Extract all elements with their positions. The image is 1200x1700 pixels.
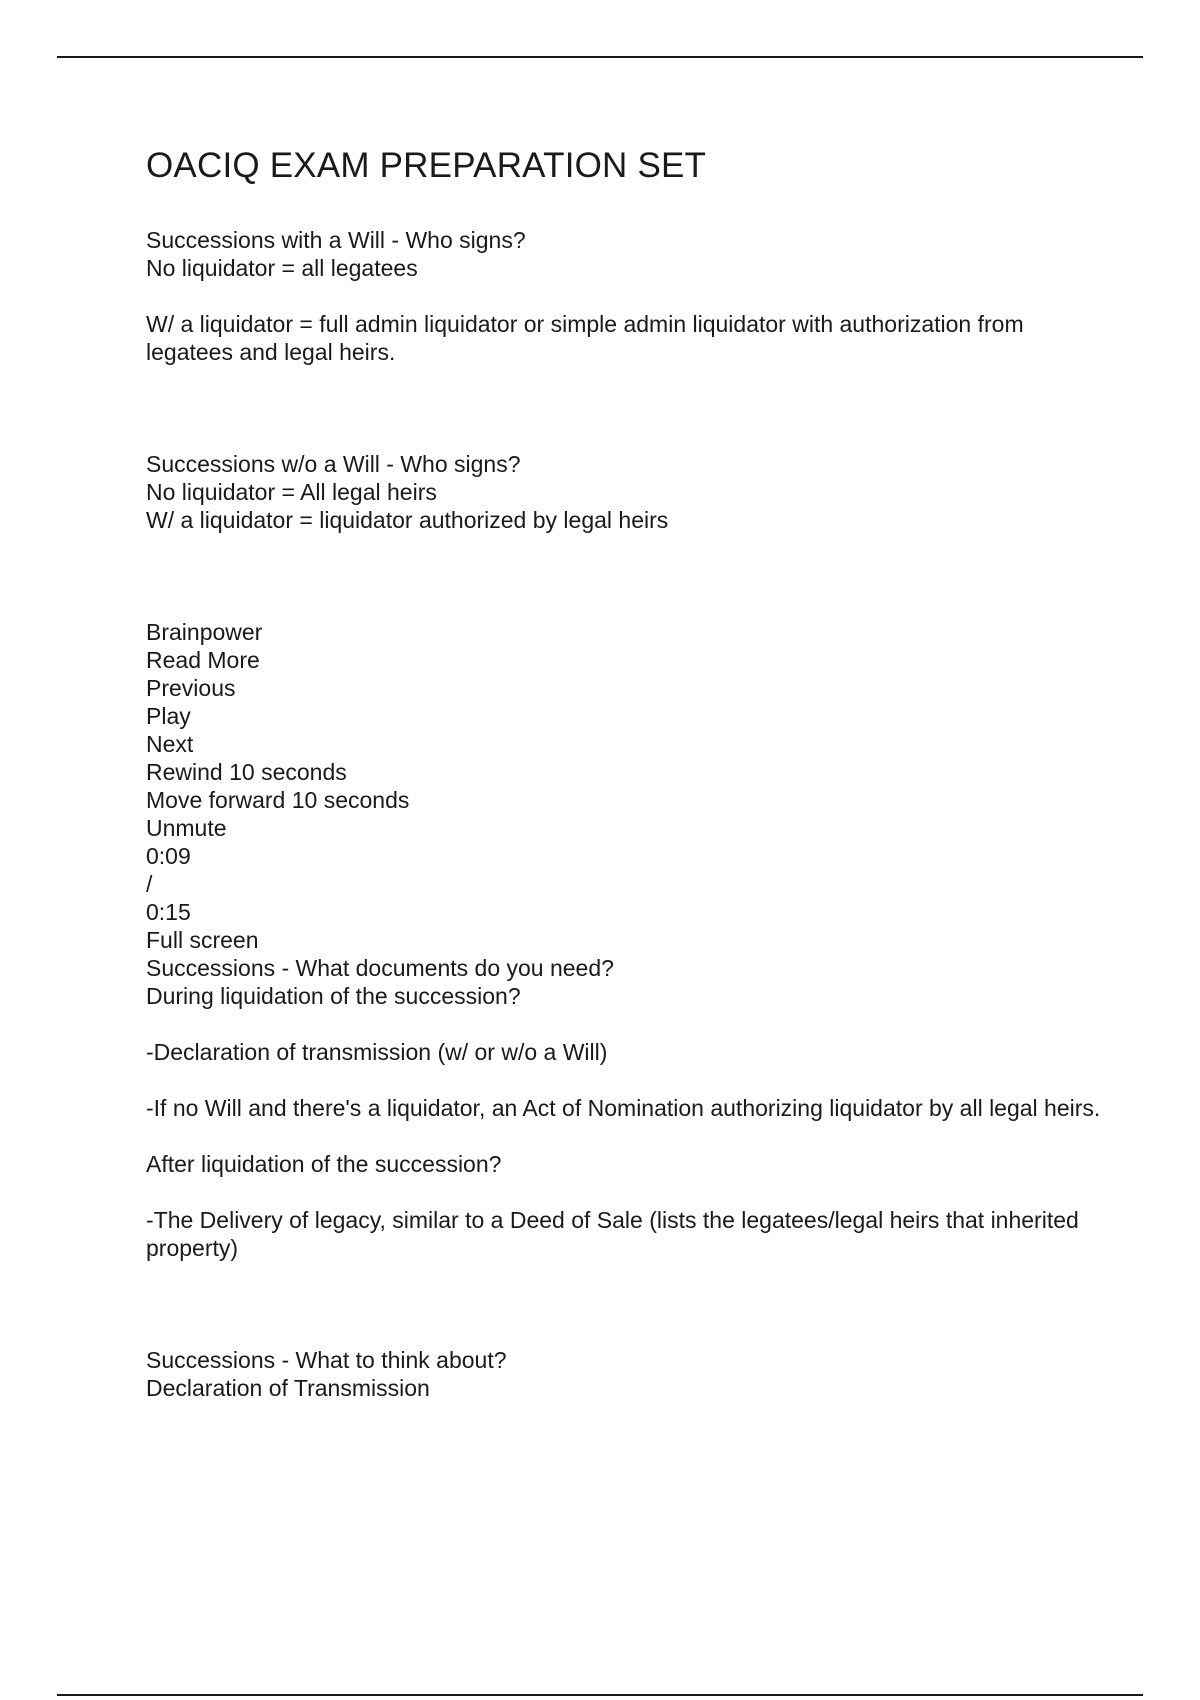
section-think (146, 1346, 1106, 1402)
during-liquidation: During liquidation of the succession? (146, 983, 521, 1009)
time-separator: / (146, 871, 153, 897)
after-liquidation: After liquidation of the succession? (146, 1151, 502, 1177)
answer-no-will-1: No liquidator = All legal heirs (146, 479, 437, 505)
bottom-rule (57, 1694, 1143, 1696)
answer-no-will-2: W/ a liquidator = liquidator authorized by legal heirs (146, 507, 669, 533)
top-rule (57, 56, 1143, 58)
previous-button[interactable]: Previous (146, 675, 236, 701)
document-body (146, 140, 1106, 1402)
player-residue (146, 618, 1106, 954)
rewind-button[interactable]: Rewind 10 seconds (146, 759, 347, 785)
read-more-link[interactable]: Read More (146, 647, 260, 673)
play-button[interactable]: Play (146, 703, 191, 729)
section-documents (146, 954, 1106, 1262)
unmute-button[interactable]: Unmute (146, 815, 227, 841)
answer-will-1: No liquidator = all legatees (146, 255, 418, 281)
during-item-1: -Declaration of transmission (w/ or w/o a Will) (146, 1039, 608, 1065)
section-will (146, 226, 1106, 366)
next-button[interactable]: Next (146, 731, 194, 757)
answer-will-2: W/ a liquidator = full admin liquidator or simple admin liquidator with authorization from legatees and legal heirs. (146, 311, 1024, 365)
section-no-will (146, 450, 1106, 534)
question-will: Successions with a Will - Who signs? (146, 227, 526, 253)
question-documents: Successions - What documents do you need? (146, 955, 614, 981)
question-think: Successions - What to think about? (146, 1347, 507, 1373)
duration: 0:15 (146, 899, 191, 925)
question-no-will: Successions w/o a Will - Who signs? (146, 451, 521, 477)
brainpower-label: Brainpower (146, 619, 263, 645)
answer-think-1: Declaration of Transmission (146, 1375, 430, 1401)
current-time: 0:09 (146, 843, 191, 869)
after-item-1: -The Delivery of legacy, similar to a Deed of Sale (lists the legatees/legal heirs that inherited property) (146, 1207, 1079, 1261)
page-title: OACIQ EXAM PREPARATION SET (146, 146, 707, 185)
forward-button[interactable]: Move forward 10 seconds (146, 787, 410, 813)
fullscreen-button[interactable]: Full screen (146, 927, 259, 953)
during-item-2: -If no Will and there's a liquidator, an Act of Nomination authorizing liquidator by all legal heirs. (146, 1095, 1101, 1121)
